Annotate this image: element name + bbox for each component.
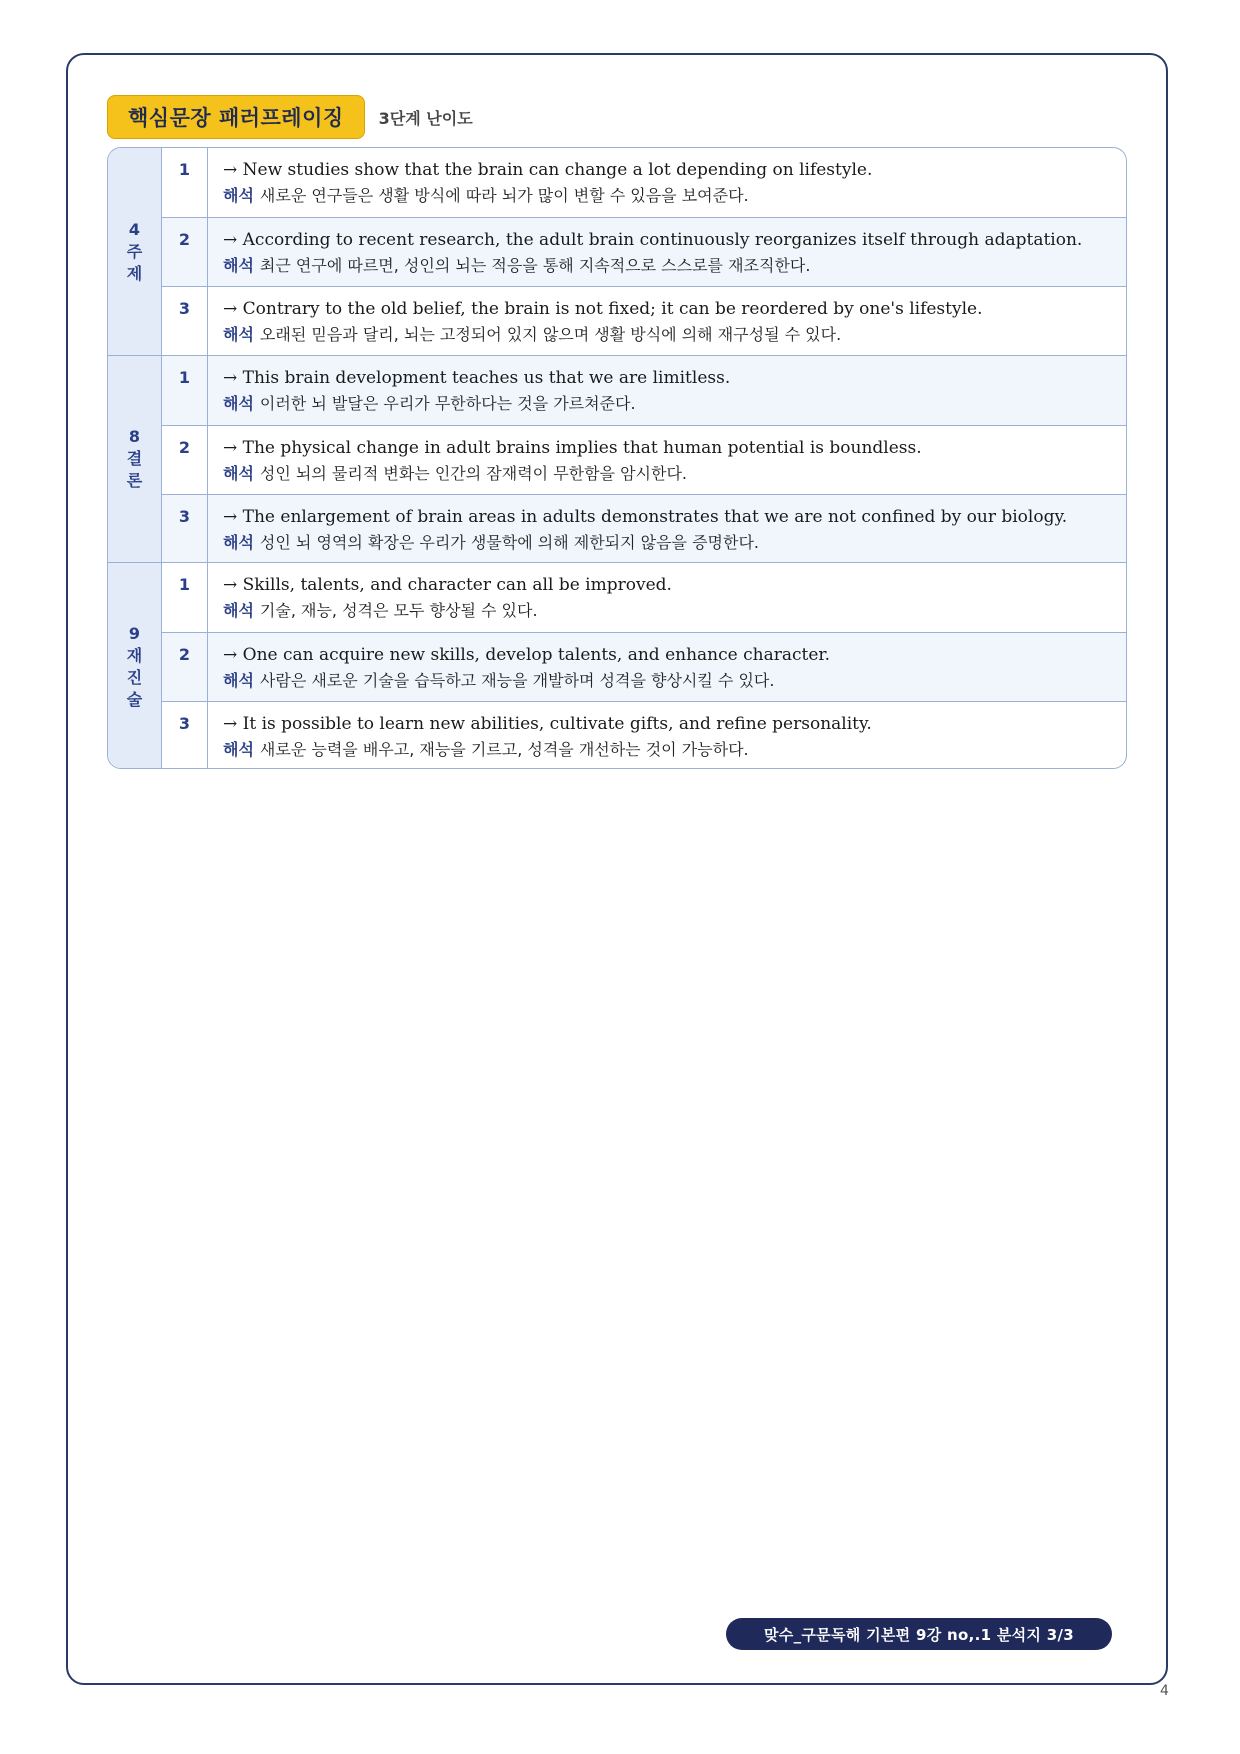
group-label-char: 제 xyxy=(126,263,143,283)
group-label-char: 론 xyxy=(126,471,143,490)
translation-label: 해석 xyxy=(223,464,254,483)
translation-label: 해석 xyxy=(223,671,254,690)
korean-translation: 오래된 믿음과 달리, 뇌는 고정되어 있지 않으며 생활 방식에 의해 재구성될 수 있다. xyxy=(259,325,842,344)
row-number: 1 xyxy=(162,356,208,425)
row-number: 2 xyxy=(162,633,208,701)
row-number: 3 xyxy=(162,495,208,563)
group-label xyxy=(108,356,162,562)
group-label-char: 결 xyxy=(126,449,143,468)
translation-label: 해석 xyxy=(223,186,254,205)
group-conclusion xyxy=(108,355,1126,562)
translation-label: 해석 xyxy=(223,394,254,413)
table-row xyxy=(162,563,1126,632)
korean-translation: 성인 뇌의 물리적 변화는 인간의 잠재력이 무한함을 암시한다. xyxy=(259,464,688,483)
group-label-char: 주 xyxy=(126,241,143,261)
row-number: 3 xyxy=(162,287,208,355)
english-sentence: → One can acquire new skills, develop talents, and enhance character. xyxy=(223,645,831,665)
table-row xyxy=(162,494,1126,563)
table-row xyxy=(162,425,1126,494)
paraphrase-table xyxy=(107,147,1127,769)
translation-label: 해석 xyxy=(223,256,254,275)
section-header xyxy=(107,95,473,139)
english-sentence: → The physical change in adult brains implies that human potential is boundless. xyxy=(223,438,922,458)
table-row xyxy=(162,217,1126,286)
row-number: 3 xyxy=(162,702,208,769)
section-title: 핵심문장 패러프레이징 xyxy=(107,95,365,139)
english-sentence: → The enlargement of brain areas in adults demonstrates that we are not confined by our biology. xyxy=(223,507,1068,527)
table-row xyxy=(162,632,1126,701)
group-number: 9 xyxy=(128,623,141,643)
english-sentence: → According to recent research, the adult brain continuously reorganizes itself through adaptation. xyxy=(223,230,1083,250)
english-sentence: → Skills, talents, and character can all be improved. xyxy=(223,575,672,595)
group-label xyxy=(108,563,162,769)
translation-label: 해석 xyxy=(223,325,254,344)
korean-translation: 사람은 새로운 기술을 습득하고 재능을 개발하며 성격을 향상시킬 수 있다. xyxy=(259,671,775,690)
english-sentence: → It is possible to learn new abilities, cultivate gifts, and refine personality. xyxy=(223,714,872,734)
translation-label: 해석 xyxy=(223,601,254,620)
group-label-char: 진 xyxy=(126,667,143,687)
english-sentence: → New studies show that the brain can change a lot depending on lifestyle. xyxy=(223,160,873,180)
footer-badge: 맞수_구문독해 기본편 9강 no,.1 분석지 3/3 xyxy=(726,1618,1112,1650)
group-number: 8 xyxy=(128,427,141,446)
korean-translation: 새로운 능력을 배우고, 재능을 기르고, 성격을 개선하는 것이 가능하다. xyxy=(259,740,749,759)
group-restatement xyxy=(108,562,1126,769)
table-row xyxy=(162,286,1126,355)
table-row xyxy=(162,701,1126,769)
group-label xyxy=(108,148,162,355)
page-number: 4 xyxy=(1160,1683,1169,1699)
translation-label: 해석 xyxy=(223,533,254,552)
korean-translation: 기술, 재능, 성격은 모두 향상될 수 있다. xyxy=(259,601,538,620)
table-row xyxy=(162,356,1126,425)
group-topic xyxy=(108,148,1126,355)
row-number: 2 xyxy=(162,426,208,494)
korean-translation: 이러한 뇌 발달은 우리가 무한하다는 것을 가르쳐준다. xyxy=(259,394,636,413)
row-number: 2 xyxy=(162,218,208,286)
korean-translation: 최근 연구에 따르면, 성인의 뇌는 적응을 통해 지속적으로 스스로를 재조직한다. xyxy=(259,256,811,275)
difficulty-label: 3단계 난이도 xyxy=(378,108,473,128)
row-number: 1 xyxy=(162,148,208,217)
korean-translation: 성인 뇌 영역의 확장은 우리가 생물학에 의해 제한되지 않음을 증명한다. xyxy=(259,533,760,552)
translation-label: 해석 xyxy=(223,740,254,759)
korean-translation: 새로운 연구들은 생활 방식에 따라 뇌가 많이 변할 수 있음을 보여준다. xyxy=(259,186,749,205)
english-sentence: → Contrary to the old belief, the brain is not fixed; it can be reordered by one's lifestyle. xyxy=(223,299,983,319)
group-label-char: 재 xyxy=(126,645,143,665)
group-number: 4 xyxy=(128,219,141,239)
row-number: 1 xyxy=(162,563,208,632)
table-row xyxy=(162,148,1126,217)
group-label-char: 술 xyxy=(126,689,143,709)
english-sentence: → This brain development teaches us that we are limitless. xyxy=(223,368,731,388)
